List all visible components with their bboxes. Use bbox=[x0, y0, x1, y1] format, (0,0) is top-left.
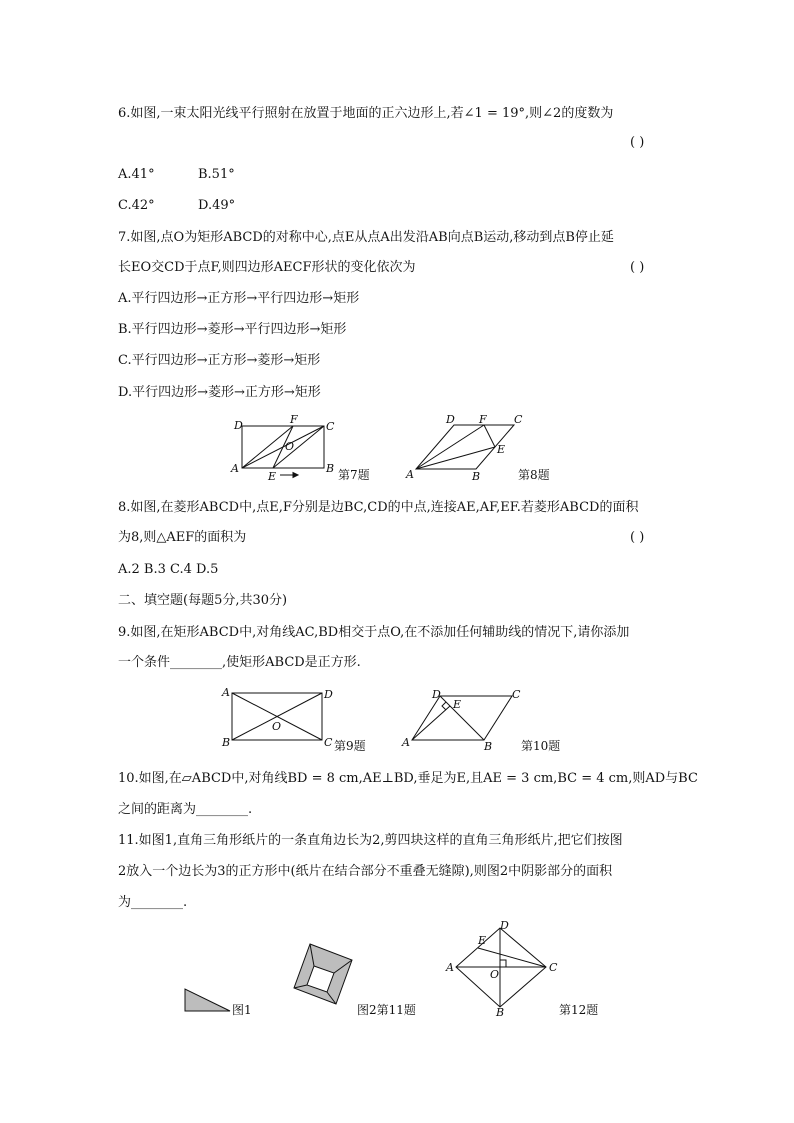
label-c: C bbox=[514, 413, 523, 426]
q7-answer-paren: ( ) bbox=[630, 260, 645, 275]
q8-options: A.2 B.3 C.4 D.5 bbox=[118, 562, 219, 577]
q11-stem-line1: 11.如图1,直角三角形纸片的一条直角边长为2,剪四块这样的直角三角形纸片,把它们按图 bbox=[118, 833, 623, 848]
label-e: E bbox=[268, 470, 277, 482]
figure-q11-triangle bbox=[182, 984, 234, 1014]
fig12-caption: 第12题 bbox=[559, 1003, 599, 1017]
figure-q10-parallelogram bbox=[400, 684, 528, 752]
q6-option-b: B.51° bbox=[198, 167, 235, 182]
q7-stem-line1: 7.如图,点O为矩形ABCD的对称中心,点E从点A出发沿AB向点B运动,移动到点B停止延 bbox=[118, 230, 614, 245]
label-a: A bbox=[231, 462, 239, 475]
label-c: C bbox=[512, 688, 521, 701]
figure-q9-rectangle bbox=[218, 684, 336, 752]
figure-q8-rhombus bbox=[402, 412, 528, 482]
q9-stem-line2: 一个条件________,使矩形ABCD是正方形. bbox=[118, 655, 361, 670]
fig10-caption: 第10题 bbox=[521, 739, 561, 753]
label-o: O bbox=[285, 440, 295, 453]
label-e: E bbox=[478, 934, 487, 947]
figure-q11-square bbox=[286, 940, 356, 1016]
q7-option-b: B.平行四边形→菱形→平行四边形→矩形 bbox=[118, 322, 347, 337]
label-e: E bbox=[453, 698, 462, 711]
segment-ae bbox=[416, 447, 495, 469]
q10-stem-line2: 之间的距离为________. bbox=[118, 802, 253, 817]
diagonal-bd bbox=[440, 696, 484, 740]
label-c: C bbox=[326, 420, 335, 433]
figure-q12-rhombus bbox=[444, 918, 564, 1018]
segment-ec bbox=[478, 948, 546, 967]
q7-option-c: C.平行四边形→正方形→菱形→矩形 bbox=[118, 353, 321, 368]
fig7-caption: 第7题 bbox=[338, 468, 370, 482]
label-o: O bbox=[490, 968, 500, 981]
q8-stem-line2: 为8,则△AEF的面积为 bbox=[118, 530, 247, 545]
label-b: B bbox=[472, 470, 481, 482]
label-d: D bbox=[500, 919, 509, 932]
label-c: C bbox=[549, 961, 558, 974]
perpendicular-ae bbox=[412, 706, 450, 740]
label-a: A bbox=[222, 686, 230, 699]
segment-af bbox=[416, 425, 484, 469]
q6-answer-paren: ( ) bbox=[630, 135, 645, 150]
label-d: D bbox=[234, 419, 243, 432]
q8-answer-paren: ( ) bbox=[630, 530, 645, 545]
q7-option-a: A.平行四边形→正方形→平行四边形→矩形 bbox=[118, 291, 360, 306]
fig9-caption: 第9题 bbox=[334, 739, 366, 753]
label-d: D bbox=[324, 688, 333, 701]
segment-ec bbox=[273, 426, 324, 468]
label-f: F bbox=[290, 413, 298, 426]
arrow-head bbox=[293, 473, 298, 478]
right-triangle bbox=[185, 989, 230, 1011]
right-angle-mark bbox=[442, 702, 446, 710]
q6-option-d: D.49° bbox=[198, 198, 236, 213]
segment-ef bbox=[484, 425, 495, 447]
right-angle-mark bbox=[500, 960, 506, 967]
figure-q7-rectangle bbox=[228, 412, 338, 482]
label-b: B bbox=[484, 740, 493, 752]
label-a: A bbox=[406, 468, 414, 481]
label-o: O bbox=[272, 720, 282, 733]
fig8-caption: 第8题 bbox=[518, 468, 550, 482]
q10-stem-line1: 10.如图,在▱ABCD中,对角线BD = 8 cm,AE⊥BD,垂足为E,且AE = 3 cm,BC = 4 cm,则AD与BC bbox=[118, 771, 698, 786]
q11-stem-line2: 2放入一个边长为3的正方形中(纸片在结合部分不重叠无缝隙),则图2中阴影部分的面积 bbox=[118, 864, 613, 879]
label-a: A bbox=[402, 736, 410, 749]
label-b: B bbox=[496, 1006, 505, 1018]
q7-stem-line2: 长EO交CD于点F,则四边形AECF形状的变化依次为 bbox=[118, 260, 416, 275]
label-d: D bbox=[446, 413, 455, 426]
label-e: E bbox=[497, 443, 506, 456]
q6-option-a: A.41° bbox=[118, 167, 155, 182]
q7-option-d: D.平行四边形→菱形→正方形→矩形 bbox=[118, 385, 321, 400]
label-a: A bbox=[446, 961, 454, 974]
fig1-caption: 图1 bbox=[232, 1003, 252, 1017]
section-heading: 二、填空题(每题5分,共30分) bbox=[118, 593, 288, 608]
q6-option-c: C.42° bbox=[118, 198, 155, 213]
q11-stem-line3: 为________. bbox=[118, 895, 188, 910]
fig2-caption: 图2第11题 bbox=[357, 1003, 416, 1017]
q8-stem-line1: 8.如图,在菱形ABCD中,点E,F分别是边BC,CD的中点,连接AE,AF,EF.若菱形ABCD的面积 bbox=[118, 500, 639, 515]
label-b: B bbox=[326, 462, 335, 475]
q9-stem-line1: 9.如图,在矩形ABCD中,对角线AC,BD相交于点O,在不添加任何辅助线的情况下,请你添加 bbox=[118, 625, 630, 640]
label-b: B bbox=[222, 736, 231, 749]
label-d: D bbox=[432, 688, 441, 701]
label-c: C bbox=[324, 736, 333, 749]
label-f: F bbox=[479, 413, 487, 426]
q6-stem: 6.如图,一束太阳光线平行照射在放置于地面的正六边形上,若∠1 = 19°,则∠2的度数为 bbox=[118, 106, 614, 121]
